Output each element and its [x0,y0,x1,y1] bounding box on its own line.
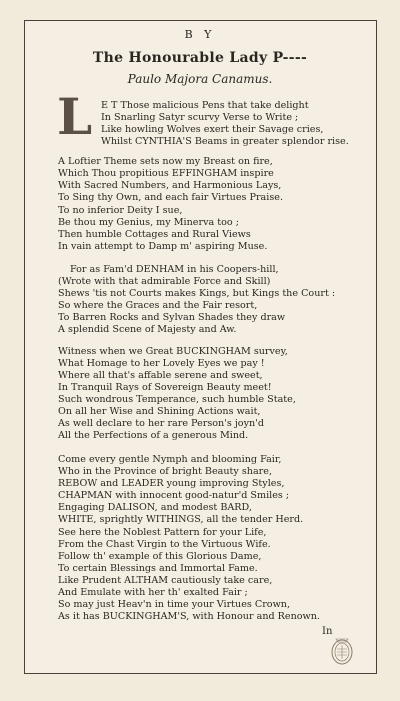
poem-line: Which Thou propitious EFFINGHAM inspire [58,168,274,179]
poem-line: Where all that's affable serene and sweet, [58,370,263,381]
poem-line: Shews 'tis not Courts makes Kings, but Kings the Court : [58,288,336,299]
poem-line: (Wrote with that admirable Force and Skill) [58,276,271,287]
poem-line: In Snarling Satyr scurvy Verse to Write ; [101,112,299,123]
poem-line: To certain Blessings and Immortal Fame. [58,563,258,574]
poem-line: Engaging DALISON, and modest BARD, [58,502,252,513]
poem-line: Like Prudent ALTHAM cautiously take care, [58,575,273,586]
poem-line: Like howling Wolves exert their Savage cries, [101,124,324,135]
poem-line: Follow th' example of this Glorious Dame, [58,551,262,562]
poem-line: So where the Graces and the Fair resort, [58,300,258,311]
poem-line: And Emulate with her th' exalted Fair ; [58,587,248,598]
poem-line: Then humble Cottages and Rural Views [58,229,251,240]
poem-line: Be thou my Genius, my Minerva too ; [58,217,239,228]
poem-line: Whilst CYNTHIA'S Beams in greater splendor rise. [101,136,349,147]
library-stamp-icon [330,636,354,666]
poem-line: See here the Noblest Pattern for your Life, [58,527,267,538]
poem-line: Such wondrous Temperance, such humble State, [58,394,296,405]
poem-line: Come every gentle Nymph and blooming Fair, [58,454,282,465]
poem-line: From the Chast Virgin to the Virtuous Wife. [58,539,271,550]
poem-line: A Loftier Theme sets now my Breast on fire, [58,156,273,167]
poem-line: For as Fam'd DENHAM in his Coopers-hill, [70,264,279,275]
poem-line: CHAPMAN with innocent good-natur'd Smiles ; [58,490,290,501]
poem-line: As it has BUCKINGHAM'S, with Honour and Renown. [58,611,320,622]
poem-line: Who in the Province of bright Beauty share, [58,466,272,477]
poem-line: In vain attempt to Damp m' aspiring Muse. [58,241,268,252]
poem-title: The Honourable Lady P---- [92,50,308,66]
poem-line: On all her Wise and Shining Actions wait, [58,406,261,417]
poem-line: A splendid Scene of Majesty and Aw. [58,324,237,335]
byline: B Y [184,28,216,41]
poem-line: As well declare to her rare Person's joyn'd [58,418,264,429]
poem-line: What Homage to her Lovely Eyes we pay ! [58,358,265,369]
poem-line: Witness when we Great BUCKINGHAM survey, [58,346,288,357]
poem-line: To no inferior Deity I sue, [58,205,183,216]
poem-line: REBOW and LEADER young improving Styles, [58,478,285,489]
catchword: In [322,626,333,637]
poem-subtitle: Paulo Majora Canamus. [127,72,273,86]
poem-line: With Sacred Numbers, and Harmonious Lays, [58,180,282,191]
poem-line: In Tranquil Rays of Sovereign Beauty meet! [58,382,272,393]
poem-line: All the Perfections of a generous Mind. [58,430,249,441]
poem-line: To Sing thy Own, and each fair Virtues Praise. [58,192,283,203]
poem-line: So may just Heav'n in time your Virtues Crown, [58,599,291,610]
drop-cap: L [57,87,93,146]
poem-line: E T Those malicious Pens that take delight [101,100,309,111]
poem-line: To Barren Rocks and Sylvan Shades they draw [58,312,286,323]
poem-line: WHITE, sprightly WITHINGS, all the tender Herd. [58,514,304,525]
